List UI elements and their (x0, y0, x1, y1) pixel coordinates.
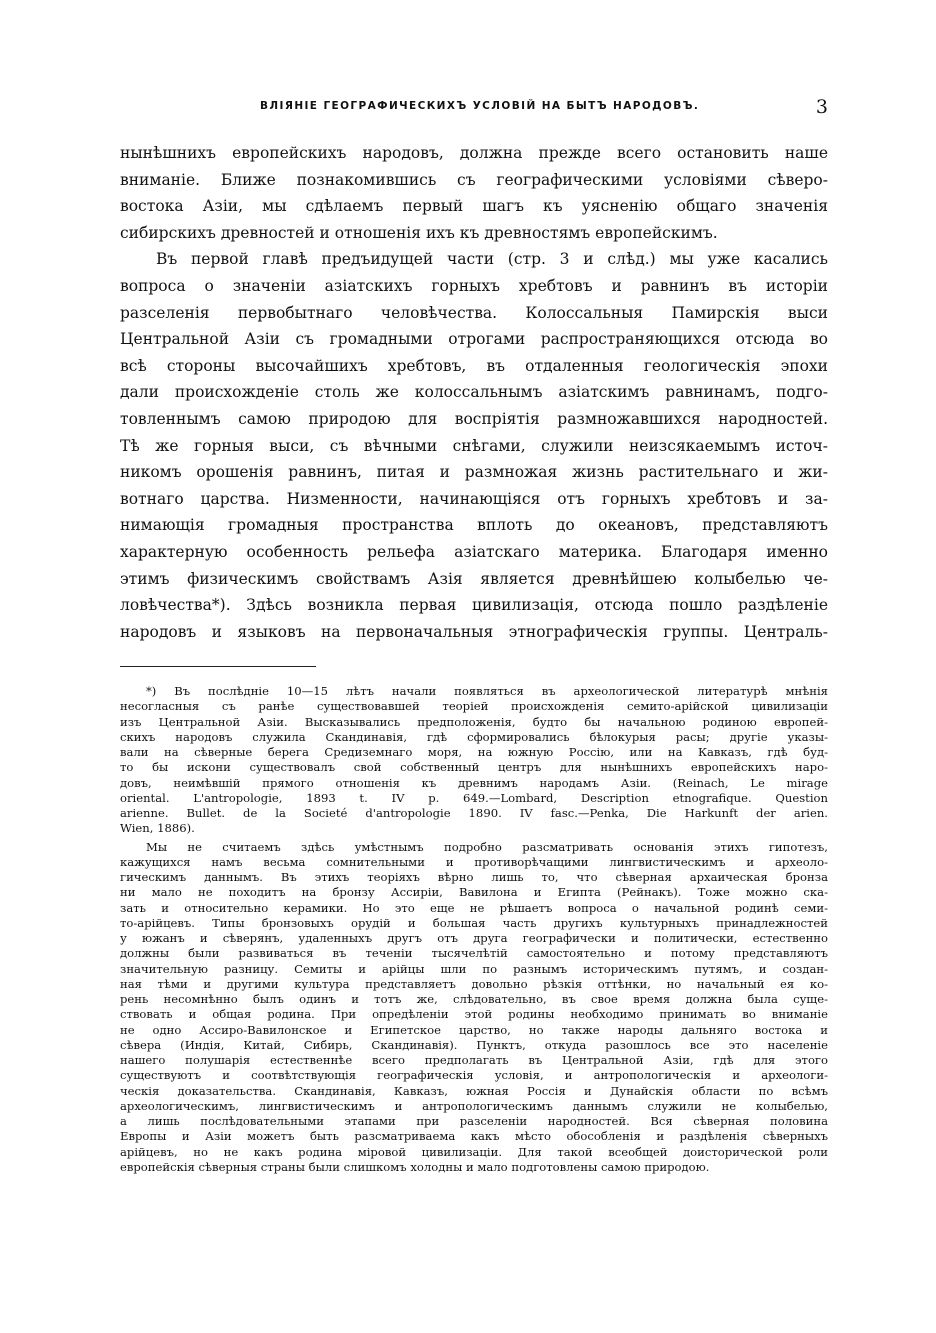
main-text-block (120, 140, 828, 645)
text-line: дали происхожденіе столь же колоссальнымъ азіатскимъ равнинамъ, подго- (120, 383, 828, 402)
footnote (120, 840, 828, 1176)
text-line: этимъ физическимъ свойствамъ Азія является древнѣйшею колыбелью че- (120, 569, 828, 588)
footnotes-block (120, 684, 828, 1175)
footnote-line: археологическимъ, лингвистическимъ и антропологическимъ даннымъ служили не колыбелью, (120, 1098, 828, 1113)
footnote (120, 684, 828, 837)
footnote-line: Wien, 1886). (120, 821, 195, 836)
footnote-line: у южанъ и сѣверянъ, удаленныхъ другъ отъ друга географически и политически, естественно (120, 931, 828, 945)
footnote-line: изъ Центральной Азіи. Высказывались предположенія, будто бы начальною родиною европей- (120, 714, 828, 729)
footnote-line: арійцевъ, но не какъ родина міровой цивилизаціи. Для такой всеобщей доисторической роли (120, 1144, 828, 1159)
text-line: характерную особенность рельефа азіатскаго материка. Благодаря именно (120, 542, 828, 561)
footnote-line: ни мало не походитъ на бронзу Ассиріи, Вавилона и Египта (Рейнакъ). Тоже можно ска- (120, 885, 828, 900)
text-line: народовъ и языковъ на первоначальныя этнографическія группы. Централь- (120, 622, 828, 641)
footnote-line: Мы не считаемъ здѣсь умѣстнымъ подробно разсматривать основанія этихъ гипотезъ, (146, 839, 828, 854)
text-line: Въ первой главѣ предъидущей части (стр. 3 и слѣд.) мы уже касались (156, 250, 828, 269)
footnote-line: значительную разницу. Семиты и арійцы шли по разнымъ историческимъ путямъ, и создан- (120, 961, 828, 976)
text-line: ловѣчества*). Здѣсь возникла первая цивилизація, отсюда пошло раздѣленіе (120, 596, 828, 615)
footnote-line: arienne. Bullet. de la Societé d'antropologie 1890. IV fasc.—Penka, Die Harkunft der arien. (120, 806, 828, 820)
footnote-line: кажущихся намъ весьма сомнительными и противорѣчащими лингвистическимъ и археоло- (120, 854, 828, 869)
text-line: сибирскихъ древностей и отношенія ихъ къ древностямъ европейскимъ. (120, 223, 718, 242)
text-line: никомъ орошенія равнинъ, питая и размножая жизнь растительнаго и жи- (120, 463, 828, 482)
text-line: Тѣ же горныя выси, съ вѣчными снѣгами, служили неизсякаемымъ источ- (120, 436, 828, 455)
footnote-separator (120, 666, 316, 667)
footnote-line: Европы и Азіи можетъ быть разсматриваема какъ мѣсто обособленія и раздѣленія сѣверныхъ (120, 1129, 828, 1144)
footnote-line: *) Въ послѣдніе 10—15 лѣтъ начали появляться въ археологической литературѣ мнѣнія (146, 684, 828, 698)
text-line: нынѣшнихъ европейскихъ народовъ, должна прежде всего остановить наше (120, 144, 828, 162)
footnote-line: ческія доказательства. Скандинавія, Кавказъ, южная Россія и Дунайскія области по всѣмъ (120, 1083, 828, 1098)
text-line: вопроса о значеніи азіатскихъ горныхъ хребтовъ и равнинъ въ исторіи (120, 276, 828, 295)
text-line: разселенія первобытнаго человѣчества. Колоссальныя Памирскія выси (120, 303, 828, 322)
text-line: товленнымъ самою природою для воспріятія размножавшихся народностей. (120, 409, 828, 428)
footnote-line: то-арійцевъ. Типы бронзовыхъ орудій и большая часть другихъ культурныхъ принадлежностей (120, 915, 828, 930)
footnote-line: гическимъ даннымъ. Въ этихъ теоріяхъ вѣрно лишь то, что сѣверная архаическая бронза (120, 870, 828, 884)
text-line: Центральной Азіи съ громадными отрогами распространяющихся отсюда во (120, 330, 828, 349)
footnote-line: ная тѣми и другими культура представляетъ довольно рѣзкія оттѣнки, но начальный ея ко- (120, 976, 828, 991)
text-line: вниманіе. Ближе познакомившись съ географическими условіями сѣверо- (120, 170, 828, 189)
footnote-line: европейскія сѣверныя страны были слишкомъ холодны и мало подготовлены самою природою. (120, 1159, 710, 1174)
footnote-line: ствовать и общая родина. При опредѣленіи этой родины необходимо принимать во вниманіе (120, 1007, 828, 1022)
text-line: вотнаго царства. Низменности, начинающіяся отъ горныхъ хребтовъ и за- (120, 489, 828, 508)
footnote-line: вали на сѣверные берега Средиземнаго моря, на южную Россію, или на Кавказъ, гдѣ буд- (120, 745, 828, 759)
text-line: всѣ стороны высочайшихъ хребтовъ, въ отдаленныя геологическія эпохи (120, 356, 828, 375)
footnote-line: должны были развиваться въ теченіи тысячелѣтій самостоятельно и потому представляютъ (120, 946, 828, 961)
page-number: 3 (815, 96, 828, 118)
running-title: ВЛІЯНІЕ ГЕОГРАФИЧЕСКИХЪ УСЛОВІЙ НА БЫТЪ НАРОДОВЪ. (260, 100, 700, 112)
footnote-line: сѣвера (Индія, Китай, Сибирь, Скандинавія). Пунктъ, откуда разошлось все это населеніе (120, 1037, 828, 1052)
footnote-line: то бы искони существовалъ свой собственный центръ для нынѣшнихъ европейскихъ наро- (120, 760, 828, 775)
running-head (120, 96, 828, 120)
footnote-line: зать и относительно керамики. Но это еще не рѣшаетъ вопроса о начальной родинѣ семи- (120, 900, 828, 915)
footnote-line: не одно Ассиро-Вавилонское и Египетское царство, но также народы дальняго востока и (120, 1022, 828, 1037)
footnote-line: несогласныя съ ранѣе существовавшей теоріей происхожденія семито-арійской цивилизаціи (120, 699, 828, 714)
footnote-line: довъ, неимѣвшій прямого отношенія къ древнимъ народамъ Азіи. (Reinach, Le mirage (120, 775, 828, 790)
footnote-line: существуютъ и соотвѣтствующія географическія условія, и антропологическія и археологи- (120, 1068, 828, 1083)
footnote-line: oriental. L'antropologie, 1893 t. IV p. 649.—Lombard, Description etnografique. Question (120, 790, 828, 805)
footnote-line: нашего полушарія естественнѣе всего предполагать въ Центральной Азіи, гдѣ для этого (120, 1053, 828, 1067)
footnote-line: скихъ народовъ служила Скандинавія, гдѣ сформировались бѣлокурыя расы; другіе указы- (120, 729, 828, 744)
text-line: нимающія громадныя пространства вплоть до океановъ, представляютъ (120, 516, 828, 535)
footnote-line: а лишь послѣдовательными этапами при разселеніи народностей. Вся сѣверная половина (120, 1114, 828, 1128)
text-line: востока Азіи, мы сдѣлаемъ первый шагъ къ уясненію общаго значенія (120, 197, 828, 216)
footnote-line: рень несомнѣнно былъ одинъ и тотъ же, слѣдовательно, въ свое время должна была суще- (120, 992, 828, 1006)
